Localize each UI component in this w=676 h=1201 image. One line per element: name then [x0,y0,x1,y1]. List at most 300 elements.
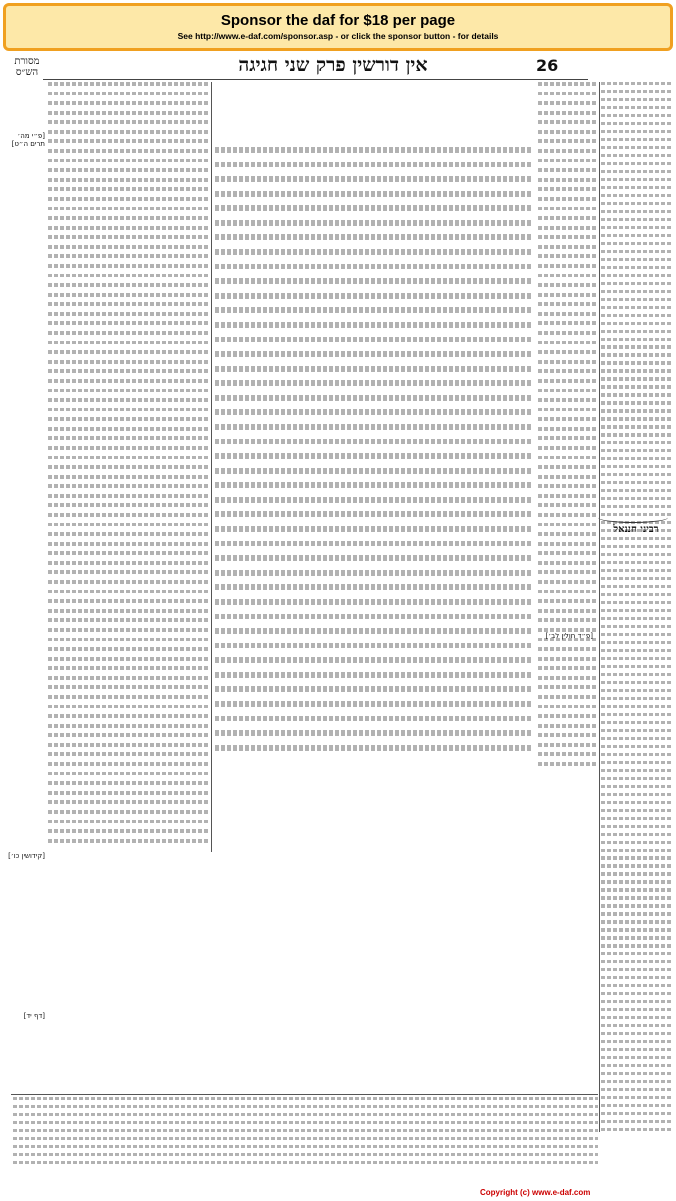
side-note: [קידושין כו׳] [8,852,45,860]
text-line [601,641,671,644]
text-line [538,92,598,96]
text-line [48,494,210,498]
text-line [601,505,671,508]
text-line [538,456,598,460]
text-line [48,724,210,728]
text-line [601,904,671,907]
text-line [601,369,671,372]
text-line [215,191,533,197]
text-line [601,1000,671,1003]
text-line [538,254,598,258]
text-line [48,82,210,86]
text-line [601,944,671,947]
text-line [601,817,671,820]
text-line [48,283,210,287]
text-line [48,139,210,143]
text-line [538,379,598,383]
text-line [48,264,210,268]
text-line [601,290,671,293]
text-line [538,341,598,345]
text-line [215,439,533,445]
text-line [601,106,671,109]
text-line [48,542,210,546]
text-line [48,302,210,306]
text-line [601,1048,671,1051]
text-line [601,888,671,891]
text-line [215,220,533,226]
text-line [601,1096,671,1099]
text-line [538,695,598,699]
text-line [48,810,210,814]
text-line [48,839,210,843]
side-note: [פ״י מה׳ תרים ה״ט] [11,132,45,148]
text-line [538,590,598,594]
text-line [538,685,598,689]
text-line [601,976,671,979]
text-line [601,545,671,548]
text-line [601,569,671,572]
text-line [48,752,210,756]
text-line [215,745,533,751]
text-line [215,162,533,168]
text-line [538,178,598,182]
text-line [601,585,671,588]
text-line [601,928,671,931]
text-line [601,553,671,556]
text-line [538,551,598,555]
text-line [601,673,671,676]
text-line [48,178,210,182]
text-line [13,1129,598,1132]
text-line [601,1088,671,1091]
text-line [601,1056,671,1059]
text-line [538,120,598,124]
text-line [48,369,210,373]
text-line [48,101,210,105]
text-line [48,379,210,383]
text-line [601,345,671,348]
text-line [601,801,671,804]
text-line [48,197,210,201]
text-line [601,657,671,660]
text-line [48,92,210,96]
text-line [601,266,671,269]
ornament-divider [598,512,668,523]
text-line [601,258,671,261]
text-line [215,511,533,517]
text-line [538,465,598,469]
sponsor-title[interactable]: Sponsor the daf for $18 per page [220,12,456,29]
text-line [601,234,671,237]
text-line [538,752,598,756]
text-line [601,170,671,173]
text-line [538,743,598,747]
text-line [601,1064,671,1067]
sponsor-banner[interactable] [3,3,673,51]
text-line [601,856,671,859]
text-line [538,475,598,479]
text-line [48,762,210,766]
text-line [538,436,598,440]
sponsor-subtitle[interactable]: See http://www.e-daf.com/sponsor.asp - or click the sponsor button - for details [177,31,499,41]
text-line [538,523,598,527]
text-line [215,541,533,547]
text-line [48,350,210,354]
page-header [3,52,673,80]
text-line [601,306,671,309]
text-line [538,293,598,297]
text-line [601,194,671,197]
text-line [215,176,533,182]
text-line [538,321,598,325]
text-line [601,984,671,987]
text-line [48,685,210,689]
text-line [48,293,210,297]
text-line [538,245,598,249]
text-line [48,465,210,469]
text-line [215,672,533,678]
text-line [538,360,598,364]
text-line [13,1105,598,1108]
text-line [601,218,671,221]
text-line [601,601,671,604]
text-line [601,537,671,540]
text-line [48,609,210,613]
text-line [215,453,533,459]
text-line [48,475,210,479]
text-line [601,242,671,245]
rashi-column [48,82,210,852]
text-line [215,249,533,255]
bottom-commentary [13,1097,598,1172]
text-line [13,1097,598,1100]
text-line [48,714,210,718]
text-line [48,130,210,134]
text-line [601,250,671,253]
text-line [48,207,210,211]
text-line [215,264,533,270]
text-line [601,1016,671,1019]
text-line [48,513,210,517]
text-line [48,427,210,431]
text-line [601,769,671,772]
text-line [48,532,210,536]
text-line [601,457,671,460]
text-line [601,361,671,364]
text-line [601,178,671,181]
text-line [601,649,671,652]
text-line [601,154,671,157]
text-line [215,468,533,474]
text-line [48,168,210,172]
text-line [601,721,671,724]
text-line [48,503,210,507]
text-line [48,590,210,594]
text-line [601,353,671,356]
text-line [601,729,671,732]
text-line [601,298,671,301]
text-line [48,551,210,555]
text-line [13,1161,598,1164]
text-line [538,274,598,278]
text-line [48,436,210,440]
text-line [601,489,671,492]
text-line [215,643,533,649]
text-line [215,584,533,590]
text-line [13,1137,598,1140]
text-line [215,307,533,313]
text-line [601,561,671,564]
mesoret-hashas-title: מסורת הש״ס [14,56,40,78]
text-line [601,481,671,484]
text-line [601,593,671,596]
page-title: אין דורשין פרק שני חגיגה [238,54,428,76]
text-line [601,753,671,756]
text-line [601,841,671,844]
copyright-footer: Copyright (c) www.e-daf.com [480,1188,591,1197]
text-line [538,570,598,574]
text-line [215,424,533,430]
text-line [48,570,210,574]
text-line [601,1008,671,1011]
text-line [538,283,598,287]
text-line [48,446,210,450]
text-line [601,138,671,141]
text-line [601,146,671,149]
text-line [13,1145,598,1148]
text-line [538,264,598,268]
text-line [601,825,671,828]
tosafot-column [538,82,598,782]
text-line [601,130,671,133]
text-line [48,705,210,709]
text-line [601,785,671,788]
text-line [48,360,210,364]
text-line [215,278,533,284]
text-line [601,777,671,780]
text-line [215,657,533,663]
text-line [215,351,533,357]
text-line [538,139,598,143]
text-line [538,159,598,163]
text-line [601,202,671,205]
text-line [48,245,210,249]
text-line [48,666,210,670]
text-line [48,638,210,642]
text-line [601,114,671,117]
text-line [601,226,671,229]
text-line [215,701,533,707]
text-line [601,385,671,388]
text-line [601,737,671,740]
text-line [48,159,210,163]
text-line [538,216,598,220]
text-line [215,337,533,343]
text-line [601,809,671,812]
text-line [601,322,671,325]
text-line [215,293,533,299]
text-line [538,149,598,153]
text-line [601,393,671,396]
text-line [601,338,671,341]
text-line [538,676,598,680]
text-line [601,1040,671,1043]
text-line [48,561,210,565]
text-line [215,366,533,372]
column-divider [211,82,212,852]
text-line [601,625,671,628]
text-line [538,101,598,105]
text-line [215,686,533,692]
text-line [48,791,210,795]
text-line [48,389,210,393]
text-line [538,312,598,316]
text-line [601,401,671,404]
text-line [48,274,210,278]
header-divider [43,79,588,80]
text-line [538,542,598,546]
text-line [601,497,671,500]
text-line [538,389,598,393]
text-line [538,111,598,115]
text-line [601,609,671,612]
text-line [48,341,210,345]
text-line [48,820,210,824]
text-line [538,207,598,211]
text-line [538,398,598,402]
text-line [601,1080,671,1083]
text-line [601,314,671,317]
text-line [538,618,598,622]
text-line [48,235,210,239]
text-line [538,417,598,421]
text-line [601,833,671,836]
text-line [215,599,533,605]
text-line [601,705,671,708]
text-line [13,1121,598,1124]
text-line [215,526,533,532]
text-line [601,473,671,476]
text-line [601,409,671,412]
text-line [538,762,598,766]
text-line [601,912,671,915]
text-line [538,168,598,172]
text-line [601,689,671,692]
text-line [48,580,210,584]
text-line [48,120,210,124]
text-line [215,482,533,488]
text-line [601,992,671,995]
text-line [538,235,598,239]
text-line [538,561,598,565]
text-line [601,864,671,867]
text-line [538,599,598,603]
text-line [538,580,598,584]
text-line [601,665,671,668]
text-line [538,187,598,191]
text-line [601,449,671,452]
text-line [48,398,210,402]
text-line [601,330,671,333]
gemara-text [215,147,533,767]
text-line [48,408,210,412]
text-line [601,162,671,165]
text-line [48,187,210,191]
text-line [538,513,598,517]
text-line [538,302,598,306]
text-line [48,111,210,115]
text-line [538,714,598,718]
text-line [48,800,210,804]
text-line [538,197,598,201]
text-line [601,952,671,955]
text-line [48,781,210,785]
text-line [601,697,671,700]
text-line [48,676,210,680]
text-line [48,321,210,325]
text-line [48,829,210,833]
text-line [48,331,210,335]
text-line [48,599,210,603]
text-line [601,186,671,189]
text-line [538,82,598,86]
text-line [601,633,671,636]
text-line [601,90,671,93]
text-line [48,417,210,421]
text-line [538,647,598,651]
side-note: [פ״ד חולין לב׳] [545,632,593,640]
text-line [538,130,598,134]
text-line [601,849,671,852]
text-line [215,205,533,211]
text-line [538,657,598,661]
text-line [538,503,598,507]
text-line [538,446,598,450]
text-line [601,968,671,971]
text-line [601,122,671,125]
text-line [538,733,598,737]
text-line [48,647,210,651]
text-line [538,724,598,728]
text-line [601,274,671,277]
text-line [538,350,598,354]
text-line [48,226,210,230]
text-line [601,1032,671,1035]
text-line [215,147,533,153]
bottom-divider [11,1094,598,1095]
text-line [215,380,533,386]
rabbeinu-chananel-column [601,82,671,1142]
text-line [215,234,533,240]
text-line [538,705,598,709]
text-line [601,761,671,764]
text-line [48,312,210,316]
text-line [601,377,671,380]
text-line [601,98,671,101]
text-line [48,254,210,258]
text-line [48,628,210,632]
text-line [601,417,671,420]
text-line [601,880,671,883]
text-line [215,497,533,503]
text-line [601,1024,671,1027]
text-line [215,730,533,736]
text-line [601,465,671,468]
text-line [601,936,671,939]
text-line [48,618,210,622]
text-line [601,872,671,875]
text-line [48,149,210,153]
